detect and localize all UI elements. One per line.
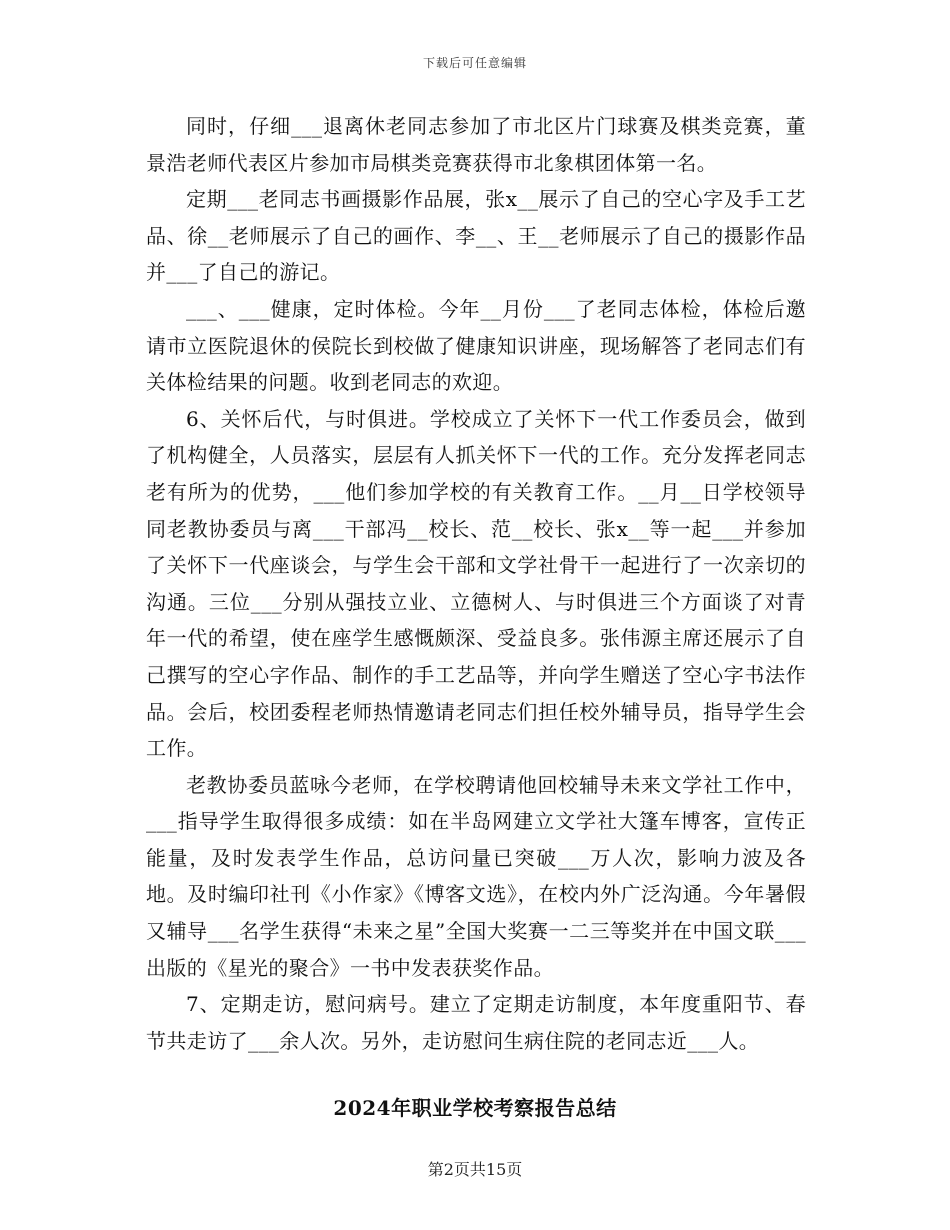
section-title: 2024年职业学校考察报告总结 (333, 1096, 617, 1120)
page-number: 第2页共15页 (427, 1160, 523, 1179)
document-body (146, 108, 806, 1059)
paragraph: ___、___健康，定时体检。今年__月份___了老同志体检，体检后邀请市立医院退休的侯院长到校做了健康知识讲座，现场解答了老同志们有关体检结果的问题。收到老同志的欢迎。 (146, 296, 806, 395)
paragraph: 7、定期走访，慰问病号。建立了定期走访制度，本年度重阳节、春节共走访了___余人次。另外，走访慰问生病住院的老同志近___人。 (146, 992, 806, 1053)
paragraph: 6、关怀后代，与时俱进。学校成立了关怀下一代工作委员会，做到了机构健全，人员落实，层层有人抓关怀下一代的工作。充分发挥老同志老有所为的优势，___他们参加学校的有关教育工作。__月__日学校领导同老教协委员与离___干部冯__校长、范__校长、张x__等一起___并参加了关怀下一代座谈会，与学生会干部和文学社骨干一起进行了一次亲切的沟通。三位___分别从强技立业、立德树人、与时俱进三个方面谈了对青年一代的希望，使在座学生感慨颇深、受益良多。张伟源主席还展示了自己撰写的空心字作品、制作的手工艺品等，并向学生赠送了空心字书法作品。会后，校团委程老师热情邀请老同志们担任校外辅导员，指导学生会工作。 (146, 406, 806, 761)
paragraph: 定期___老同志书画摄影作品展，张x__展示了自己的空心字及手工艺品、徐__老师展示了自己的画作、李__、王__老师展示了自己的摄影作品并___了自己的游记。 (146, 187, 806, 285)
page-header: 下载后可任意编辑 (422, 56, 527, 70)
paragraph: 同时，仔细___退离休老同志参加了市北区片门球赛及棋类竞赛，董景浩老师代表区片参加市局棋类竞赛获得市北象棋团体第一名。 (146, 114, 806, 175)
paragraph: 老教协委员蓝咏今老师，在学校聘请他回校辅导未来文学社工作中，___指导学生取得很多成绩：如在半岛网建立文学社大篷车博客，宣传正能量，及时发表学生作品，总访问量已突破___万人次，影响力波及各地。及时编印社刊《小作家》《博客文选》，在校内外广泛沟通。今年暑假又辅导___名学生获得“未来之星”全国大奖赛一二三等奖并在中国文联___出版的《星光的聚合》一书中发表获奖作品。 (146, 772, 806, 980)
